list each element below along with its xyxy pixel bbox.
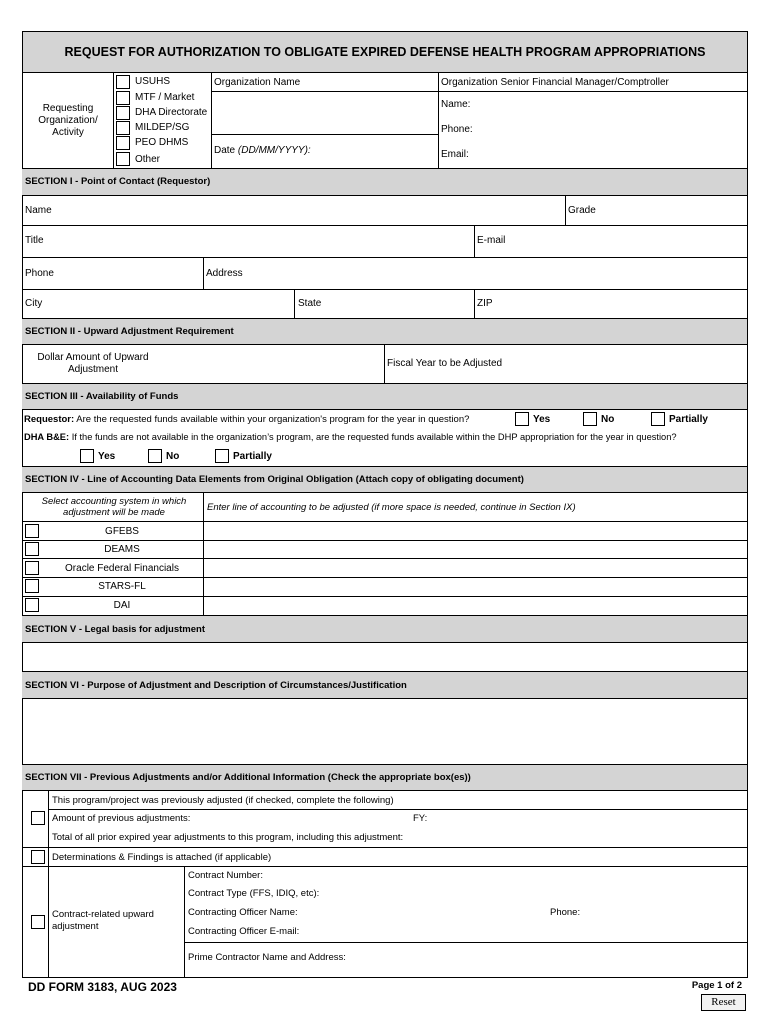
- section1-title: SECTION I - Point of Contact (Requestor): [25, 176, 211, 187]
- system-checkbox-oracle[interactable]: [25, 561, 39, 575]
- org-type-mildep: MILDEP/SG: [135, 122, 190, 133]
- contract-type-field[interactable]: [335, 886, 746, 901]
- poc-phone-label: Phone: [25, 268, 54, 279]
- system-label-deams: DEAMS: [104, 544, 140, 555]
- poc-title-field[interactable]: [55, 226, 470, 256]
- loa-field-deams[interactable]: [204, 541, 747, 558]
- contract-type-label: Contract Type (FFS, IDIQ, etc):: [188, 888, 320, 899]
- org-name-label: Organization Name: [214, 77, 301, 88]
- co-email-label: Contracting Officer E-mail:: [188, 926, 300, 937]
- poc-address-label: Address: [206, 268, 243, 279]
- section5-title: SECTION V - Legal basis for adjustment: [25, 624, 206, 635]
- system-checkbox-stars[interactable]: [25, 579, 39, 593]
- poc-grade-label: Grade: [568, 205, 596, 216]
- org-type-usuhs: USUHS: [135, 76, 171, 87]
- system-label-dai: DAI: [113, 600, 131, 611]
- requestor-yes-label: Yes: [533, 414, 551, 425]
- poc-name-field[interactable]: [60, 197, 560, 224]
- dha-yes-checkbox[interactable]: [80, 449, 94, 463]
- dha-question: DHA B&E: If the funds are not available in the organization’s program, are the requested funds available within the DHP appropriation for the year in question?: [24, 432, 677, 442]
- dollar-amount-field[interactable]: [160, 346, 380, 382]
- org-type-checkbox-peo[interactable]: [116, 136, 130, 150]
- prime-contractor-field[interactable]: [358, 944, 746, 976]
- org-type-checkbox-usuhs[interactable]: [116, 75, 130, 89]
- requesting-org-label: Requesting Organization/ Activity: [38, 103, 98, 138]
- form-id: DD FORM 3183, AUG 2023: [28, 980, 177, 994]
- system-label-oracle: Oracle Federal Financials: [65, 563, 179, 574]
- sfm-name-label: Name:: [441, 99, 471, 110]
- select-accounting-label: Select accounting system in which adjustment will be made: [41, 496, 187, 518]
- total-prior-label: Total of all prior expired year adjustments to this program, including this adjustment:: [52, 832, 404, 843]
- total-prior-field[interactable]: [430, 830, 745, 844]
- fiscal-year-field[interactable]: [510, 346, 745, 382]
- poc-state-label: State: [298, 298, 322, 309]
- org-type-other: Other: [135, 154, 161, 165]
- dha-yes-label: Yes: [98, 451, 116, 462]
- contract-number-label: Contract Number:: [188, 870, 263, 881]
- poc-zip-field[interactable]: [500, 290, 745, 317]
- date-field[interactable]: [315, 138, 435, 164]
- poc-title-label: Title: [25, 235, 44, 246]
- requestor-partially-checkbox[interactable]: [651, 412, 665, 426]
- requestor-yes-checkbox[interactable]: [515, 412, 529, 426]
- co-phone-label: Phone:: [550, 907, 581, 918]
- section3-title: SECTION III - Availability of Funds: [25, 391, 179, 402]
- contract-related-label: Contract-related upward adjustment: [52, 909, 154, 932]
- requestor-no-checkbox[interactable]: [583, 412, 597, 426]
- org-type-checkbox-mtf[interactable]: [116, 91, 130, 105]
- sfm-email-field[interactable]: [475, 144, 745, 164]
- org-type-checkbox-mildep[interactable]: [116, 121, 130, 135]
- sfm-phone-field[interactable]: [478, 119, 745, 139]
- dollar-amount-label: Dollar Amount of Upward Adjustment: [37, 352, 149, 375]
- org-type-mtf: MTF / Market: [135, 92, 195, 103]
- page-number: Page 1 of 2: [691, 980, 742, 991]
- poc-state-field[interactable]: [330, 290, 470, 317]
- system-checkbox-dai[interactable]: [25, 598, 39, 612]
- section6-title: SECTION VI - Purpose of Adjustment and Description of Circumstances/Justification: [25, 680, 407, 691]
- poc-address-field[interactable]: [248, 258, 745, 288]
- prev-adjusted-label: This program/project was previously adjusted (if checked, complete the following): [52, 795, 394, 806]
- loa-field-gfebs[interactable]: [204, 522, 747, 539]
- sfm-name-field[interactable]: [475, 94, 745, 114]
- sfm-phone-label: Phone:: [441, 124, 473, 135]
- poc-email-label: E-mail: [477, 235, 506, 246]
- legal-basis-field[interactable]: [23, 644, 747, 670]
- d-and-f-checkbox[interactable]: [31, 850, 45, 864]
- dha-partially-checkbox[interactable]: [215, 449, 229, 463]
- co-email-field[interactable]: [325, 924, 746, 939]
- requestor-partially-label: Partially: [669, 414, 708, 425]
- fiscal-year-label: Fiscal Year to be Adjusted: [387, 358, 503, 369]
- dha-no-checkbox[interactable]: [148, 449, 162, 463]
- date-label: Date (DD/MM/YYYY):: [214, 145, 311, 156]
- org-type-dha: DHA Directorate: [135, 107, 208, 118]
- org-type-peo: PEO DHMS: [135, 137, 189, 148]
- system-checkbox-gfebs[interactable]: [25, 524, 39, 538]
- co-name-label: Contracting Officer Name:: [188, 907, 298, 918]
- sfm-email-label: Email:: [441, 149, 469, 160]
- contract-number-field[interactable]: [272, 868, 746, 883]
- system-checkbox-deams[interactable]: [25, 542, 39, 556]
- org-type-checkbox-dha[interactable]: [116, 106, 130, 120]
- section2-title: SECTION II - Upward Adjustment Requirement: [25, 326, 234, 337]
- fy-label: FY:: [413, 813, 428, 824]
- justification-field[interactable]: [23, 700, 747, 763]
- loa-field-stars[interactable]: [204, 578, 747, 595]
- poc-phone-field[interactable]: [60, 258, 200, 288]
- d-and-f-label: Determinations & Findings is attached (if applicable): [52, 852, 272, 863]
- loa-field-dai[interactable]: [204, 597, 747, 614]
- co-name-field[interactable]: [310, 905, 545, 920]
- poc-city-label: City: [25, 298, 43, 309]
- loa-field-oracle[interactable]: [204, 559, 747, 576]
- poc-email-field[interactable]: [512, 226, 745, 256]
- poc-zip-label: ZIP: [477, 298, 493, 309]
- amount-prev-label: Amount of previous adjustments:: [52, 813, 191, 824]
- contract-related-checkbox[interactable]: [31, 915, 45, 929]
- system-label-stars: STARS-FL: [98, 581, 146, 592]
- enter-loa-label: Enter line of accounting to be adjusted (if more space is needed, continue in Section IX): [207, 502, 576, 513]
- section4-title: SECTION IV - Line of Accounting Data Elements from Original Obligation (Attach copy of obligating document): [25, 474, 524, 485]
- sfm-label: Organization Senior Financial Manager/Comptroller: [441, 77, 669, 88]
- poc-grade-field[interactable]: [600, 197, 745, 224]
- org-name-field[interactable]: [212, 92, 437, 134]
- dha-no-label: No: [166, 451, 180, 462]
- poc-name-label: Name: [25, 205, 52, 216]
- section7-title: SECTION VII - Previous Adjustments and/or Additional Information (Check the appropriate box(es)): [25, 772, 471, 783]
- dha-partially-label: Partially: [233, 451, 272, 462]
- org-type-checkbox-other[interactable]: [116, 152, 130, 166]
- reset-button[interactable]: Reset: [701, 994, 746, 1011]
- poc-city-field[interactable]: [50, 290, 290, 317]
- prev-adjusted-checkbox[interactable]: [31, 811, 45, 825]
- fy-field[interactable]: [430, 811, 745, 825]
- form-title: REQUEST FOR AUTHORIZATION TO OBLIGATE EXPIRED DEFENSE HEALTH PROGRAM APPROPRIATIONS: [64, 45, 706, 59]
- prime-contractor-label: Prime Contractor Name and Address:: [188, 952, 346, 963]
- amount-prev-field[interactable]: [205, 811, 410, 825]
- system-label-gfebs: GFEBS: [105, 526, 139, 537]
- requestor-question: Requestor: Are the requested funds available within your organization's program for the year in question?: [24, 414, 470, 425]
- co-phone-field[interactable]: [585, 905, 746, 920]
- requestor-no-label: No: [601, 414, 615, 425]
